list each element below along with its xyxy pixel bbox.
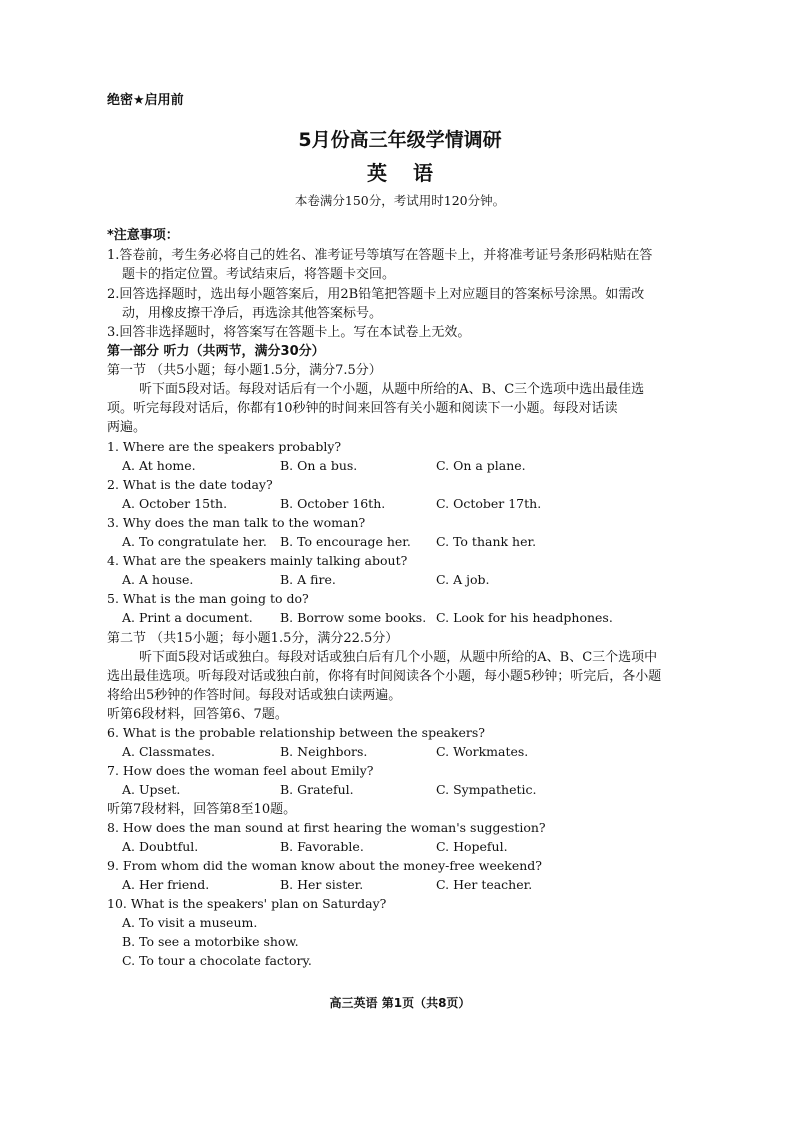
subject-title: 英语 bbox=[367, 161, 459, 185]
option-a: A. October 15th. bbox=[122, 496, 228, 511]
option-c: C. To thank her. bbox=[436, 534, 537, 549]
option-a: A. To congratulate her. bbox=[122, 534, 267, 549]
section1-instruction: 两遍。 bbox=[107, 420, 147, 435]
question-text: 8. How does the man sound at first hearing the woman's suggestion? bbox=[107, 820, 546, 835]
option-c: C. A job. bbox=[436, 572, 490, 587]
section1-instruction: 听下面5段对话。每段对话后有一个小题，从题中所给的A、B、C三个选项中选出最佳选 bbox=[139, 382, 645, 397]
question-text: 7. How does the woman feel about Emily? bbox=[107, 763, 374, 778]
material-note: 听第6段材料，回答第6、7题。 bbox=[107, 707, 288, 722]
exam-title: 5月份高三年级学情调研 bbox=[298, 129, 502, 151]
option-b: B. On a bus. bbox=[280, 458, 358, 473]
question-text: 5. What is the man going to do? bbox=[107, 591, 309, 606]
notice-line: 1.答卷前，考生务必将自己的姓名、准考证号等填写在答题卡上，并将准考证号条形码粘贴在答 bbox=[107, 248, 653, 263]
option-c: C. Her teacher. bbox=[436, 877, 533, 892]
section2-instruction: 将给出5秒钟的作答时间。每段对话或独白读两遍。 bbox=[107, 688, 402, 703]
option-a: A. A house. bbox=[122, 572, 194, 587]
page-footer: 高三英语 第1页（共8页） bbox=[329, 996, 471, 1010]
option-b: B. Borrow some books. bbox=[280, 610, 427, 625]
confidential-label: 绝密★启用前 bbox=[107, 93, 184, 108]
option-c: C. October 17th. bbox=[436, 496, 542, 511]
section2-title: 第二节 （共15小题；每小题1.5分，满分22.5分） bbox=[107, 631, 399, 646]
section1-title: 第一节 （共5小题；每小题1.5分，满分7.5分） bbox=[107, 363, 382, 378]
option-a: A. Upset. bbox=[122, 782, 181, 797]
option-b: B. A fire. bbox=[280, 572, 336, 587]
option-b: B. Her sister. bbox=[280, 877, 364, 892]
option-a: A. Her friend. bbox=[122, 877, 210, 892]
option-a: A. Classmates. bbox=[122, 744, 215, 759]
material-note: 听第7段材料，回答第8至10题。 bbox=[107, 802, 297, 817]
question-text: 9. From whom did the woman know about the money-free weekend? bbox=[107, 858, 542, 873]
question-text: 4. What are the speakers mainly talking about? bbox=[107, 553, 408, 568]
part1-title: 第一部分 听力（共两节，满分30分） bbox=[107, 344, 325, 359]
notice-line: 动，用橡皮擦干净后，再选涂其他答案标号。 bbox=[122, 306, 383, 321]
option-b: B. October 16th. bbox=[280, 496, 386, 511]
option-a: A. Print a document. bbox=[122, 610, 253, 625]
option-b: B. Grateful. bbox=[280, 782, 354, 797]
option-c: C. Look for his headphones. bbox=[436, 610, 613, 625]
option-b: B. Favorable. bbox=[280, 839, 364, 854]
question-text: 10. What is the speakers' plan on Saturday? bbox=[107, 896, 387, 911]
option-c: C. Sympathetic. bbox=[436, 782, 537, 797]
section2-instruction: 选出最佳选项。听每段对话或独白前，你将有时间阅读各个小题，每小题5秒钟；听完后，各小题 bbox=[107, 669, 662, 684]
option-c: C. To tour a chocolate factory. bbox=[122, 953, 312, 968]
notice-heading: *注意事项： bbox=[107, 228, 179, 243]
option-c: C. On a plane. bbox=[436, 458, 526, 473]
option-b: B. To encourage her. bbox=[280, 534, 411, 549]
question-text: 6. What is the probable relationship between the speakers? bbox=[107, 725, 485, 740]
question-text: 3. Why does the man talk to the woman? bbox=[107, 515, 366, 530]
option-b: B. To see a motorbike show. bbox=[122, 934, 299, 949]
option-a: A. At home. bbox=[122, 458, 196, 473]
option-c: C. Hopeful. bbox=[436, 839, 508, 854]
question-text: 1. Where are the speakers probably? bbox=[107, 439, 342, 454]
option-b: B. Neighbors. bbox=[280, 744, 368, 759]
notice-line: 2.回答选择题时，选出每小题答案后，用2B铅笔把答题卡上对应题目的答案标号涂黑。如需改 bbox=[107, 287, 645, 302]
notice-line: 题卡的指定位置。考试结束后，将答题卡交回。 bbox=[122, 267, 396, 282]
exam-info: 本卷满分150分，考试用时120分钟。 bbox=[294, 193, 506, 208]
option-a: A. To visit a museum. bbox=[122, 915, 258, 930]
notice-line: 3.回答非选择题时，将答案写在答题卡上。写在本试卷上无效。 bbox=[107, 325, 471, 340]
section1-instruction: 项。听完每段对话后，你都有10秒钟的时间来回答有关小题和阅读下一小题。每段对话读 bbox=[107, 401, 618, 416]
section2-instruction: 听下面5段对话或独白。每段对话或独白后有几个小题，从题中所给的A、B、C三个选项中 bbox=[139, 650, 658, 665]
question-text: 2. What is the date today? bbox=[107, 477, 273, 492]
option-c: C. Workmates. bbox=[436, 744, 529, 759]
option-a: A. Doubtful. bbox=[122, 839, 199, 854]
